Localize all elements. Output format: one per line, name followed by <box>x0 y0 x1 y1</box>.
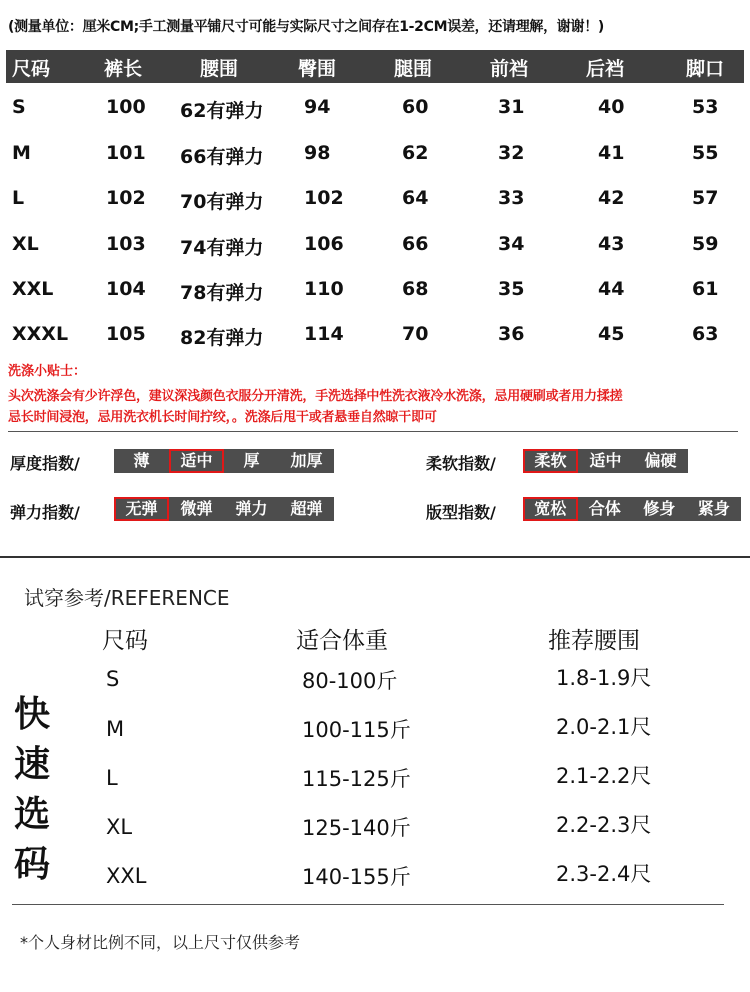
cell-waist: 82有弹力 <box>180 327 264 349</box>
wash-tips-title: 洗涤小贴士： <box>8 364 87 379</box>
cell-thigh: 64 <box>402 187 429 209</box>
header-front-rise: 前裆 <box>490 58 529 80</box>
header-hip: 臀围 <box>298 58 337 80</box>
header-back-rise: 后裆 <box>586 58 625 80</box>
ref-cell-size: L <box>106 766 118 790</box>
cell-back-rise: 45 <box>598 323 625 345</box>
thickness-option: 厚 <box>243 451 260 470</box>
ref-cell-waist: 1.8-1.9尺 <box>556 666 652 690</box>
ref-cell-size: XL <box>106 815 133 839</box>
cell-waist: 62有弹力 <box>180 100 264 122</box>
softness-label: 柔软指数/ <box>426 454 496 473</box>
header-thigh: 腿围 <box>394 58 433 80</box>
quick-select-char: 码 <box>13 844 50 885</box>
footnote: *个人身材比例不同，以上尺寸仅供参考 <box>20 933 301 952</box>
cell-length: 105 <box>106 323 146 345</box>
reference-title: 试穿参考/REFERENCE <box>24 586 230 610</box>
cell-waist: 74有弹力 <box>180 237 264 259</box>
cell-front-rise: 35 <box>498 278 525 300</box>
cell-front-rise: 33 <box>498 187 525 209</box>
ref-cell-weight: 140-155斤 <box>302 865 411 889</box>
cell-waist: 66有弹力 <box>180 146 264 168</box>
cell-length: 100 <box>106 96 146 118</box>
softness-option-selected: 柔软 <box>523 449 578 473</box>
wash-tip-line: 忌长时间浸泡，忌用洗衣机长时间拧绞，。洗涤后甩干或者悬垂自然晾干即可 <box>8 410 437 425</box>
cell-front-rise: 31 <box>498 96 525 118</box>
cell-back-rise: 42 <box>598 187 625 209</box>
ref-header-size: 尺码 <box>102 628 148 654</box>
cell-leg-opening: 57 <box>692 187 719 209</box>
section-divider <box>0 556 750 558</box>
cell-size: XXXL <box>12 323 69 345</box>
elasticity-index-bar <box>114 497 334 521</box>
ref-cell-waist: 2.0-2.1尺 <box>556 715 652 739</box>
cell-thigh: 70 <box>402 323 429 345</box>
cell-leg-opening: 53 <box>692 96 719 118</box>
cell-leg-opening: 61 <box>692 278 719 300</box>
elasticity-option-selected: 无弹 <box>114 497 169 521</box>
softness-option: 偏硬 <box>644 451 677 470</box>
cell-back-rise: 40 <box>598 96 625 118</box>
thickness-option-selected: 适中 <box>169 449 224 473</box>
ref-cell-weight: 80-100斤 <box>302 669 398 693</box>
cell-hip: 98 <box>304 142 331 164</box>
cell-waist: 70有弹力 <box>180 191 264 213</box>
cell-leg-opening: 55 <box>692 142 719 164</box>
quick-select-char: 快 <box>13 694 50 735</box>
table-row <box>0 225 750 265</box>
softness-index-bar <box>523 449 688 473</box>
header-waist: 腰围 <box>200 58 239 80</box>
fit-index-bar <box>523 497 741 521</box>
ref-cell-waist: 2.2-2.3尺 <box>556 813 652 837</box>
cell-size: S <box>12 96 26 118</box>
header-length: 裤长 <box>104 58 143 80</box>
cell-back-rise: 44 <box>598 278 625 300</box>
ref-cell-weight: 115-125斤 <box>302 767 411 791</box>
cell-size: XL <box>12 233 39 255</box>
cell-hip: 114 <box>304 323 344 345</box>
fit-label: 版型指数/ <box>426 503 496 522</box>
cell-thigh: 62 <box>402 142 429 164</box>
divider <box>12 904 724 905</box>
table-row <box>0 270 750 310</box>
elasticity-label: 弹力指数/ <box>10 503 80 522</box>
fit-option-selected: 宽松 <box>523 497 578 521</box>
elasticity-option: 微弹 <box>180 499 213 518</box>
header-leg-opening: 脚口 <box>686 58 725 80</box>
thickness-option: 薄 <box>133 451 150 470</box>
cell-back-rise: 41 <box>598 142 625 164</box>
cell-leg-opening: 59 <box>692 233 719 255</box>
cell-size: L <box>12 187 25 209</box>
elasticity-option: 超弹 <box>290 499 323 518</box>
cell-front-rise: 32 <box>498 142 525 164</box>
cell-length: 104 <box>106 278 146 300</box>
cell-length: 103 <box>106 233 146 255</box>
cell-size: M <box>12 142 31 164</box>
measurement-note: (测量单位：厘米CM;手工测量平铺尺寸可能与实际尺寸之间存在1-2CM误差，还请理解，谢谢！) <box>8 19 604 35</box>
table-row <box>0 88 750 128</box>
cell-hip: 110 <box>304 278 344 300</box>
elasticity-option: 弹力 <box>235 499 268 518</box>
ref-header-weight: 适合体重 <box>296 628 388 654</box>
divider <box>8 431 738 432</box>
cell-thigh: 66 <box>402 233 429 255</box>
cell-hip: 102 <box>304 187 344 209</box>
cell-size: XXL <box>12 278 54 300</box>
cell-thigh: 68 <box>402 278 429 300</box>
ref-cell-size: M <box>106 717 125 741</box>
ref-header-waist: 推荐腰围 <box>548 628 640 654</box>
cell-front-rise: 34 <box>498 233 525 255</box>
thickness-option: 加厚 <box>290 451 323 470</box>
cell-leg-opening: 63 <box>692 323 719 345</box>
header-size: 尺码 <box>12 58 51 80</box>
wash-tip-line: 头次洗涤会有少许浮色，建议深浅颜色衣服分开清洗，手洗选择中性洗衣液冷水洗涤，忌用硬刷或者用力揉搓 <box>8 389 623 404</box>
quick-select-char: 选 <box>13 794 50 835</box>
thickness-index-bar <box>114 449 334 473</box>
cell-hip: 94 <box>304 96 331 118</box>
cell-front-rise: 36 <box>498 323 525 345</box>
table-row <box>0 315 750 355</box>
cell-hip: 106 <box>304 233 344 255</box>
ref-cell-waist: 2.1-2.2尺 <box>556 764 652 788</box>
table-row <box>0 179 750 219</box>
table-row <box>0 134 750 174</box>
cell-length: 102 <box>106 187 146 209</box>
quick-select-char: 速 <box>13 744 50 785</box>
cell-length: 101 <box>106 142 146 164</box>
cell-thigh: 60 <box>402 96 429 118</box>
size-table-header <box>6 50 744 83</box>
cell-back-rise: 43 <box>598 233 625 255</box>
ref-cell-waist: 2.3-2.4尺 <box>556 862 652 886</box>
thickness-label: 厚度指数/ <box>10 454 80 473</box>
fit-option: 紧身 <box>697 499 730 518</box>
ref-cell-weight: 100-115斤 <box>302 718 411 742</box>
softness-option: 适中 <box>589 451 622 470</box>
ref-cell-weight: 125-140斤 <box>302 816 411 840</box>
cell-waist: 78有弹力 <box>180 282 264 304</box>
fit-option: 合体 <box>588 499 621 518</box>
fit-option: 修身 <box>643 499 676 518</box>
ref-cell-size: XXL <box>106 864 147 888</box>
ref-cell-size: S <box>106 667 120 691</box>
